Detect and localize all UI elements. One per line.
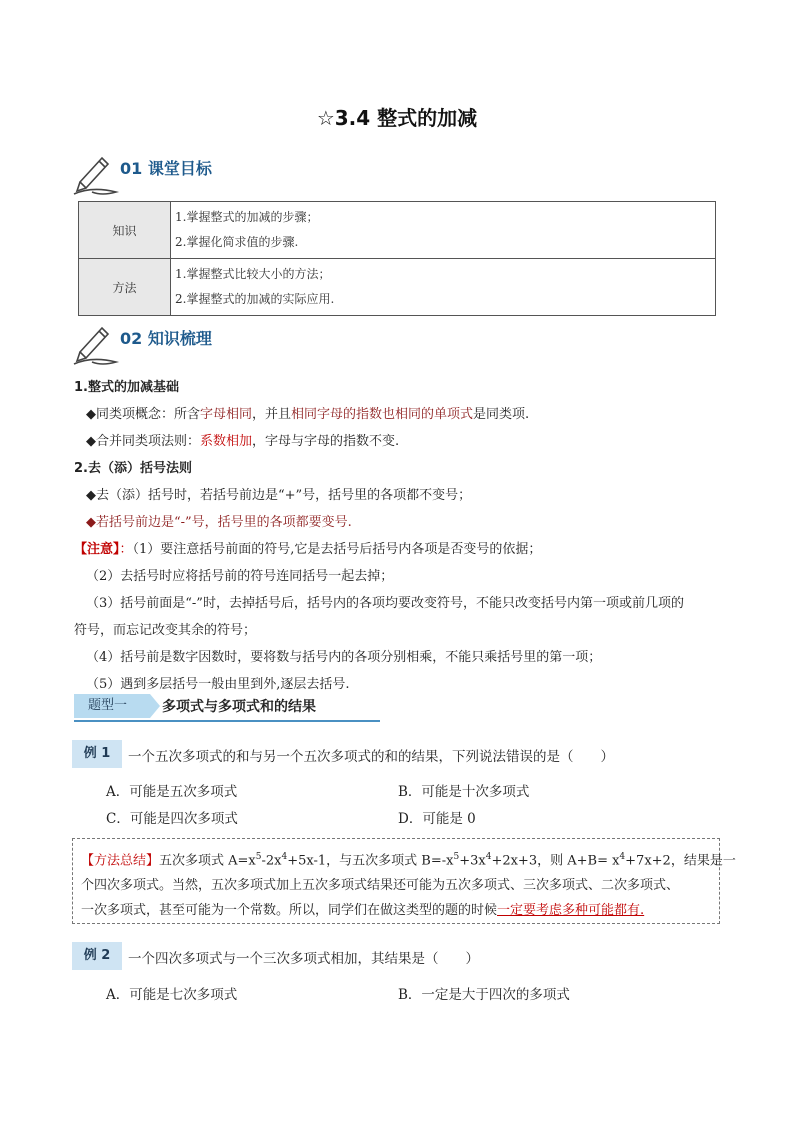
divider	[74, 720, 380, 722]
example-question: 一个五次多项式的和与另一个五次多项式的和的结果，下列说法错误的是（ ）	[128, 749, 614, 765]
option-d: D．可能是 0	[398, 811, 476, 827]
emphasis-span: 一定要考虑多种可能都有.	[497, 903, 645, 919]
text-span: ◆合并同类项法则：	[86, 434, 200, 449]
text-span: ：	[119, 542, 133, 557]
superscript: 4	[485, 852, 492, 862]
page-title: ☆3.4 整式的加减	[316, 106, 478, 130]
method-line: 个四次多项式。当然，五次多项式加上五次多项式结果还可能为五次多项式、三次多项式、二次多项式、	[81, 878, 680, 894]
note-line: （4）括号前是数字因数时，要将数与括号内的各项分别相乘，不能只乘括号里的第一项；	[86, 650, 602, 665]
emphasis-span: 字母相同	[200, 407, 253, 422]
like-terms-line	[86, 403, 529, 422]
knowledge-heading: 1.整式的加减基础	[74, 380, 179, 395]
question-type-tag: 题型一	[74, 694, 150, 718]
pencil-icon	[72, 322, 120, 366]
option-b: B．可能是十次多项式	[398, 784, 530, 800]
option-a: A．可能是五次多项式	[106, 784, 238, 800]
goal-item: 2.掌握整式的加减的实际应用.	[175, 292, 335, 306]
goal-item: 2.掌握化简求值的步骤.	[175, 235, 299, 249]
section-label: 01 课堂目标	[120, 159, 212, 178]
pencil-icon	[72, 152, 120, 196]
section-heading-knowledge	[72, 322, 372, 366]
goals-table	[78, 201, 716, 316]
superscript: 4	[619, 852, 626, 862]
knowledge-heading: 2.去（添）括号法则	[74, 461, 192, 476]
note-line: 符号，而忘记改变其余的符号；	[74, 623, 257, 638]
text-span: +3x	[459, 853, 486, 869]
option-b: B．一定是大于四次的多项式	[398, 987, 570, 1003]
option-c: C．可能是四次多项式	[106, 811, 238, 827]
text-span: 是同类项.	[473, 407, 530, 422]
superscript: 4	[281, 852, 288, 862]
rule-line: ◆若括号前边是“-”号，括号里的各项都要变号.	[86, 515, 352, 530]
text-span: +5x-1，与五次多项式 B=-x	[287, 853, 454, 869]
section-label: 02 知识梳理	[120, 329, 212, 348]
text-span: +7x+2，结果是一	[625, 853, 736, 869]
text-span: 五次多项式 A=x	[159, 853, 256, 869]
option-a: A．可能是七次多项式	[106, 987, 238, 1003]
text-span: ，字母与字母的指数不变.	[252, 434, 400, 449]
note-label: 【注意】	[74, 542, 120, 557]
text-span: +2x+3，则 A+B= x	[491, 853, 620, 869]
goal-item: 1.掌握整式的加减的步骤；	[175, 210, 319, 224]
goal-category: 知识	[79, 202, 171, 259]
text-span: 一次多项式，甚至可能为一个常数。所以，同学们在做这类型的题的时候	[81, 903, 498, 919]
example-tag: 例 2	[72, 942, 122, 970]
goal-category: 方法	[79, 259, 171, 316]
emphasis-span: 相同字母的指数也相同的单项式	[291, 407, 474, 422]
method-line	[81, 845, 736, 873]
note-line: （5）遇到多层括号一般由里到外,逐层去括号.	[86, 677, 350, 692]
method-summary-box	[72, 838, 736, 924]
method-label: 【方法总结】	[81, 853, 160, 869]
superscript: 5	[255, 852, 262, 862]
text-span: ，并且	[252, 407, 292, 422]
goal-items	[171, 202, 716, 259]
example-question: 一个四次多项式与一个三次多项式相加，其结果是（ ）	[128, 951, 479, 967]
goal-items	[171, 259, 716, 316]
emphasis-span: 系数相加	[200, 434, 253, 449]
question-type-header	[74, 694, 380, 720]
combine-rule-line	[86, 430, 399, 449]
example-tag: 例 1	[72, 740, 122, 768]
rule-line: ◆去（添）括号时，若括号前边是“+”号，括号里的各项都不变号；	[86, 488, 472, 503]
text-span: -2x	[261, 853, 282, 869]
note-line: （2）去括号时应将括号前的符号连同括号一起去掉；	[86, 569, 394, 584]
question-type-label: 多项式与多项式和的结果	[162, 699, 316, 715]
note-line	[74, 538, 541, 557]
method-line	[81, 898, 711, 923]
note-text: （1）要注意括号前面的符号,它是去括号后括号内各项是否变号的依据；	[132, 542, 542, 557]
superscript: 5	[453, 852, 460, 862]
table-row	[79, 259, 716, 316]
section-heading-goals	[72, 152, 372, 196]
note-line: （3）括号前面是“-”时，去掉括号后，括号内的各项均要改变符号，不能只改变括号内第一项或前几项的	[86, 596, 684, 611]
text-span: ◆同类项概念：所含	[86, 407, 200, 422]
table-row	[79, 202, 716, 259]
goal-item: 1.掌握整式比较大小的方法；	[175, 267, 331, 281]
